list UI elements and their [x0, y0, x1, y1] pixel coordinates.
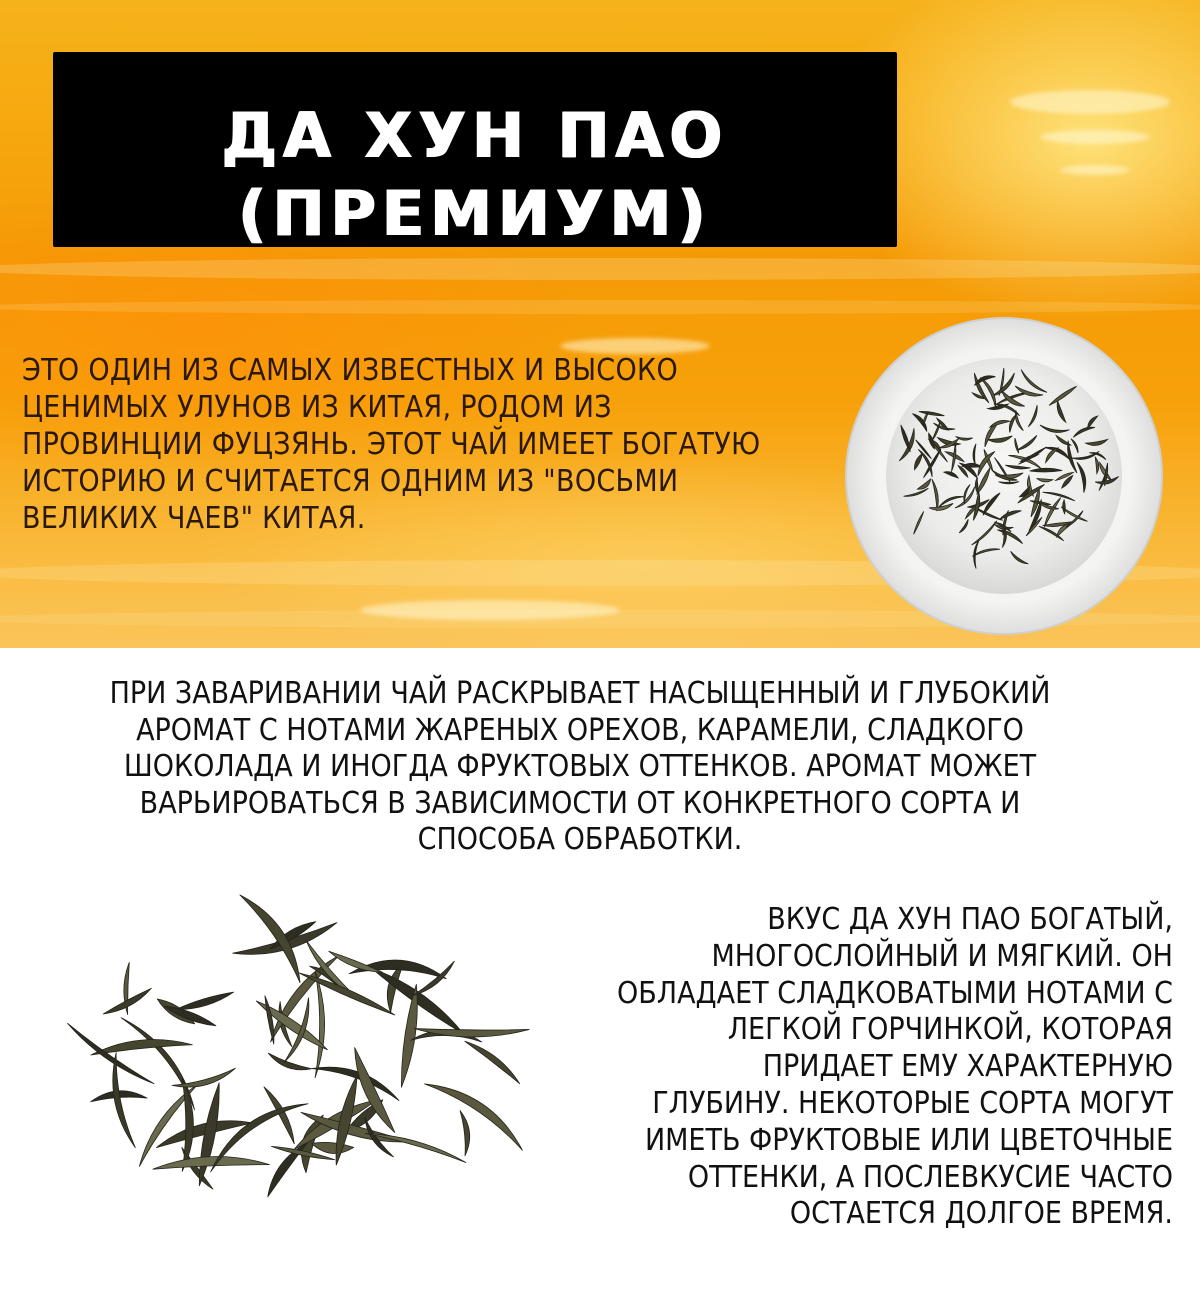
intro-paragraph: ЭТО ОДИН ИЗ САМЫХ ИЗВЕСТНЫХ И ВЫСОКО ЦЕНИМЫХ УЛУНОВ ИЗ КИТАЯ, РОДОМ ИЗ ПРОВИНЦИИ ФУЦЗЯНЬ. ЭТОТ ЧАЙ ИМЕЕТ БОГАТУЮ ИСТОРИЮ И СЧИТАЕТСЯ ОДНИМ ИЗ "ВОСЬМИ ВЕЛИКИХ ЧАЕВ" КИТАЯ. — [22, 353, 761, 536]
title-banner — [53, 52, 897, 250]
water-ripple — [0, 258, 1200, 280]
light-reflection — [360, 600, 620, 620]
page-title: ДА ХУН ПАО — [221, 99, 729, 172]
tea-leaf — [425, 1084, 523, 1150]
page-subtitle: (ПРЕМИУМ) — [238, 177, 712, 250]
water-ripple — [0, 300, 1200, 314]
tea-leaf — [299, 973, 395, 1015]
tea-leaf — [315, 971, 325, 1077]
tea-leaf — [311, 1142, 353, 1153]
light-reflection — [1010, 90, 1170, 114]
tea-leaf — [153, 1156, 269, 1169]
hero-section — [0, 0, 1200, 648]
tea-leaf — [176, 992, 234, 1009]
taste-paragraph: ВКУС ДА ХУН ПАО БОГАТЫЙ, МНОГОСЛОЙНЫЙ И МЯГКИЙ. ОН ОБЛАДАЕТ СЛАДКОВАТЫМИ НОТАМИ С ЛЕГКОЙ ГОРЧИНКОЙ, КОТОРАЯ ПРИДАЕТ ЕМУ ХАРАКТЕРНУЮ ГЛУБИНУ. НЕКОТОРЫЕ СОРТА МОГУТ ИМЕТЬ ФРУКТОВЫЕ ИЛИ ЦВЕТОЧНЫЕ ОТТЕНКИ, А ПОСЛЕВКУСИЕ ЧАСТО ОСТАЕТСЯ ДОЛГОЕ ВРЕМЯ. — [617, 902, 1173, 1232]
tea-leaf — [401, 984, 417, 1087]
light-reflection — [1060, 165, 1130, 175]
tea-leaf — [329, 951, 383, 972]
tea-leaf — [265, 996, 274, 1044]
aroma-paragraph: ПРИ ЗАВАРИВАНИИ ЧАЙ РАСКРЫВАЕТ НАСЫЩЕННЫЙ И ГЛУБОКИЙ АРОМАТ С НОТАМИ ЖАРЕНЫХ ОРЕХОВ, КАРАМЕЛИ, СЛАДКОГО ШОКОЛАДА И ИНОГДА ФРУКТОВЫХ ОТТЕНКОВ. АРОМАТ МОЖЕТ ВАРЬИРОВАТЬСЯ В ЗАВИСИМОСТИ ОТ КОНКРЕТНОГО СОРТА И СПОСОБА ОБРАБОТКИ. — [109, 676, 1051, 857]
tea-leaf — [182, 1078, 193, 1171]
tea-leaf — [460, 1111, 470, 1156]
light-reflection — [1040, 130, 1150, 144]
tea-plate-image — [843, 315, 1165, 637]
tea-leaf — [465, 1041, 520, 1083]
tea-leaves-image — [40, 893, 560, 1223]
